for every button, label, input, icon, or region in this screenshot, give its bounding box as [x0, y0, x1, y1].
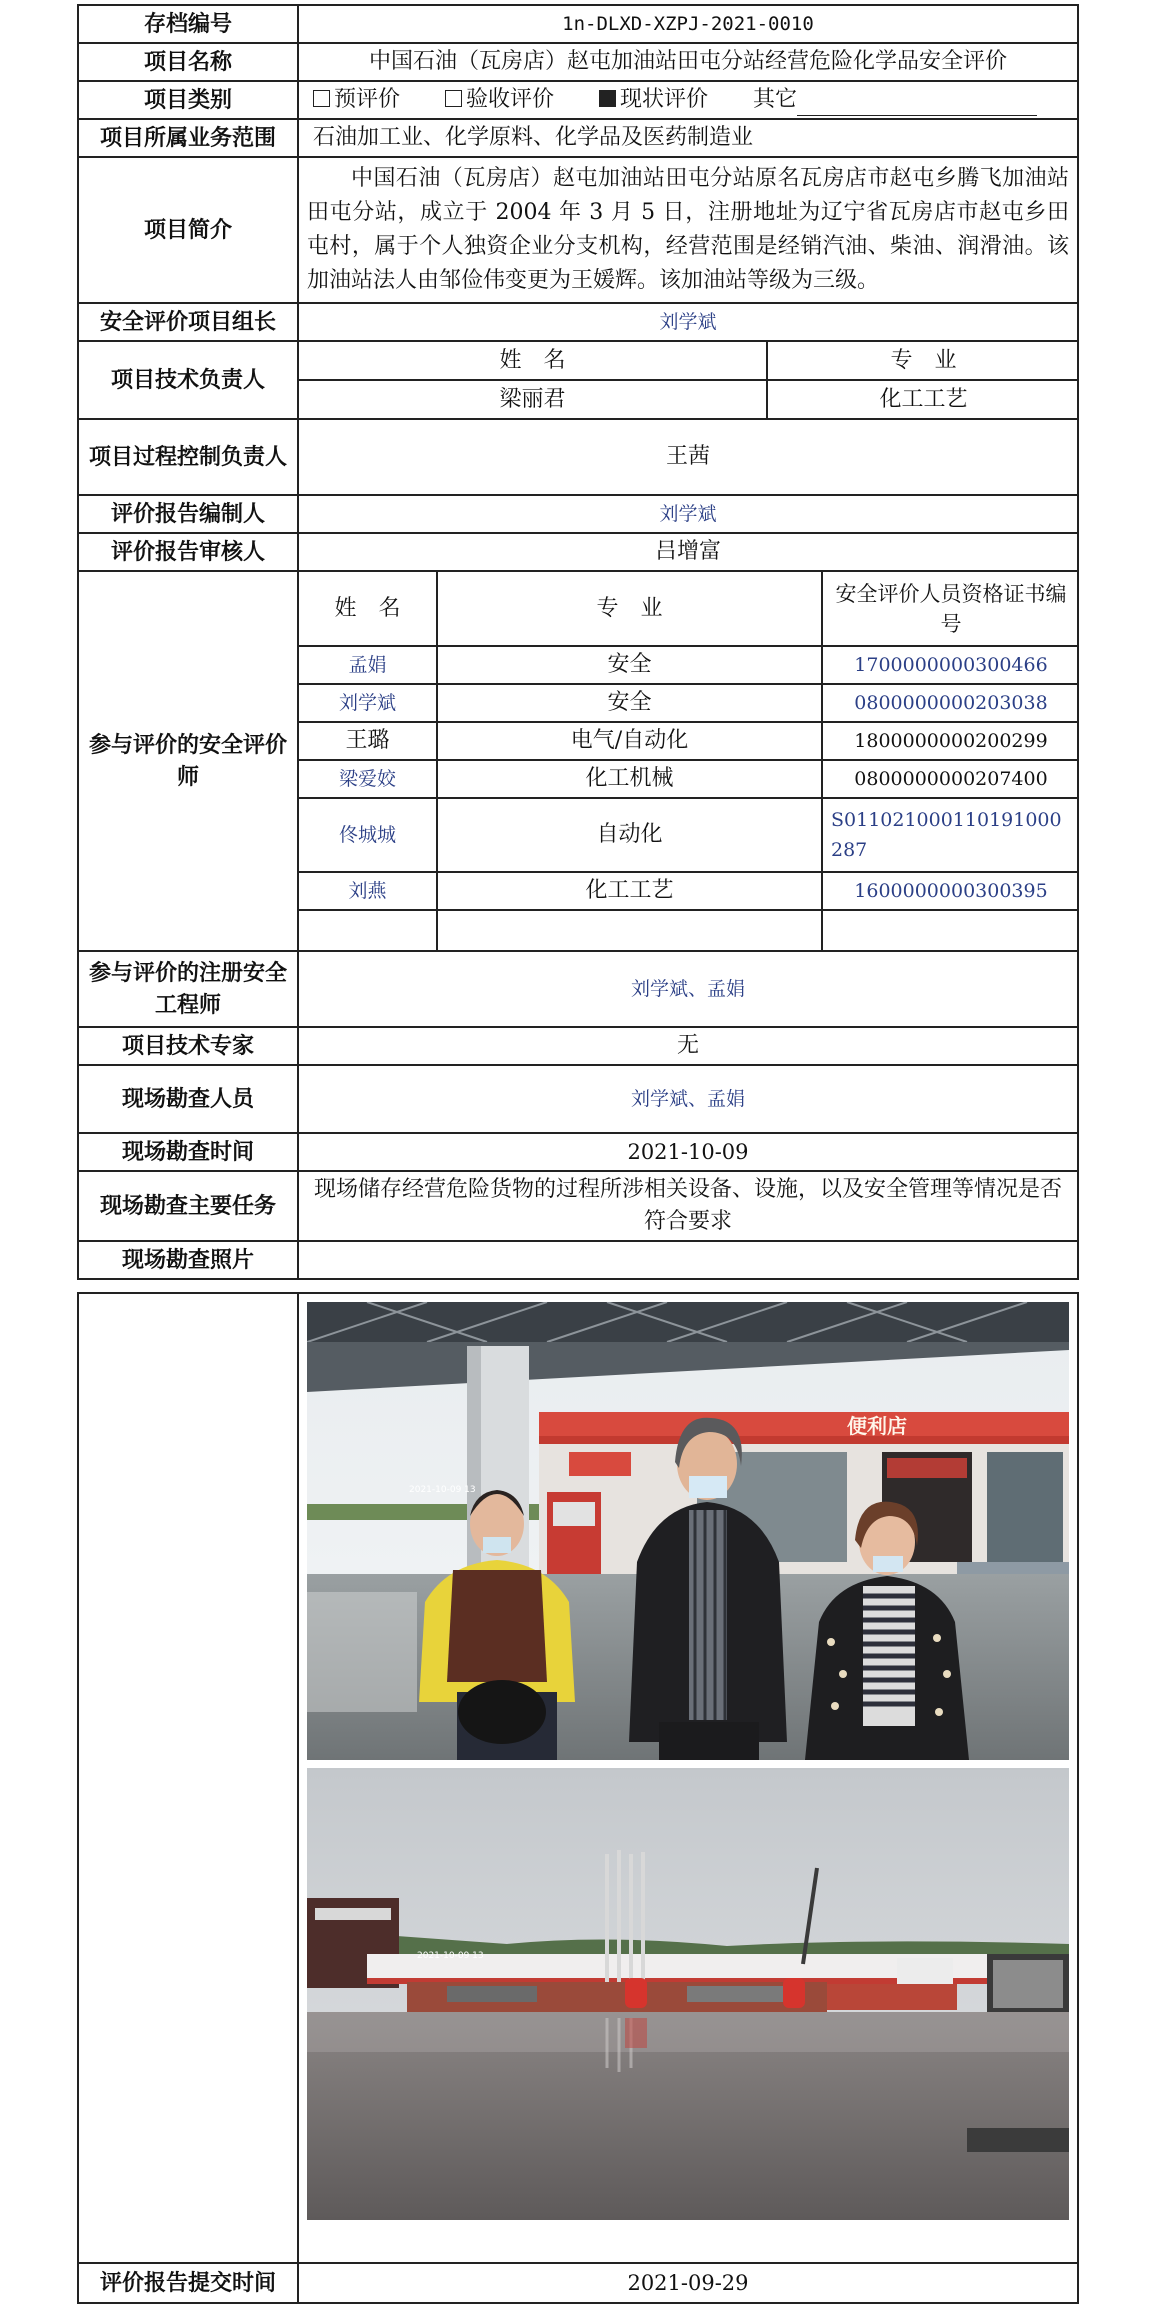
archive-label: 存档编号: [78, 5, 298, 43]
other-blank-line: [797, 93, 1037, 116]
svg-text:2021-10-09 13: 2021-10-09 13: [417, 1951, 484, 1961]
evaluation-info-table: [77, 4, 1079, 1280]
checkbox-icon: [313, 90, 330, 107]
option-pre-evaluation: 预评价: [313, 87, 400, 112]
evaluator-name: 梁爱姣: [299, 760, 437, 798]
survey-task-label: 现场勘查主要任务: [78, 1171, 298, 1241]
engineers-value: 刘学斌、孟娟: [298, 951, 1078, 1027]
evaluators-label: 参与评价的安全评价师: [78, 571, 298, 951]
survey-task-value: 现场储存经营危险货物的过程所涉相关设备、设施，以及安全管理等情况是否符合要求: [298, 1171, 1078, 1241]
reviewer-label: 评价报告审核人: [78, 533, 298, 571]
evaluator-name: 孟娟: [299, 646, 437, 684]
evaluator-name: 刘学斌: [299, 684, 437, 722]
evaluators-header-name: 姓 名: [299, 572, 437, 646]
intro-label: 项目简介: [78, 157, 298, 303]
project-type-label: 项目类别: [78, 81, 298, 119]
survey-photos-label: 现场勘查照片: [78, 1241, 298, 1279]
survey-photos-empty: [298, 1241, 1078, 1279]
evaluator-cert: 0800000000207400: [822, 760, 1078, 798]
business-scope-label: 项目所属业务范围: [78, 119, 298, 157]
evaluator-name: 王璐: [299, 722, 437, 760]
team-leader-value: 刘学斌: [298, 303, 1078, 341]
photo-container: [298, 1293, 1078, 2263]
business-scope-value: 石油加工业、化学原料、化学品及医药制造业: [298, 119, 1078, 157]
evaluators-header-major: 专 业: [437, 572, 822, 646]
tech-lead-label: 项目技术负责人: [78, 341, 298, 419]
gas-station-photo-graphic: [307, 1302, 1069, 1760]
evaluator-cert: 1600000000300395: [822, 872, 1078, 910]
survey-time-label: 现场勘查时间: [78, 1133, 298, 1171]
evaluator-cert: 1800000000200299: [822, 722, 1078, 760]
evaluator-empty-cell: [299, 910, 437, 950]
checkbox-icon: [445, 90, 462, 107]
evaluator-major: 电气/自动化: [437, 722, 822, 760]
survey-time-value: 2021-10-09: [298, 1133, 1078, 1171]
evaluator-major: 自动化: [437, 798, 822, 872]
archive-value: 1n-DLXD-XZPJ-2021-0010: [298, 5, 1078, 43]
evaluator-cert: 1700000000300466: [822, 646, 1078, 684]
evaluator-major: 化工机械: [437, 760, 822, 798]
compiler-label: 评价报告编制人: [78, 495, 298, 533]
tech-lead-col-name: 姓 名: [299, 342, 767, 380]
evaluator-cert: S011021000110191000287: [822, 798, 1078, 872]
evaluator-major: 化工工艺: [437, 872, 822, 910]
svg-text:便利店: 便利店: [847, 1414, 907, 1438]
tank-area-photo-graphic: [307, 1768, 1069, 2220]
evaluator-major: 安全: [437, 684, 822, 722]
evaluator-cert: 0800000000203038: [822, 684, 1078, 722]
evaluator-empty-cell: [822, 910, 1078, 950]
survey-staff-value: 刘学斌、孟娟: [298, 1065, 1078, 1133]
process-lead-label: 项目过程控制负责人: [78, 419, 298, 495]
experts-label: 项目技术专家: [78, 1027, 298, 1065]
survey-photo-table: [77, 1292, 1079, 2304]
evaluator-name: 佟城城: [299, 798, 437, 872]
tech-lead-subtable: [298, 341, 1078, 419]
intro-value: 中国石油（瓦房店）赵屯加油站田屯分站原名瓦房店市赵屯乡腾飞加油站田屯分站，成立于 2004 年 3 月 5 日，注册地址为辽宁省瓦房店市赵屯乡田屯村，属于个人独资企业分支机构，经营范围是经销汽油、柴油、润滑油。该加油站法人由邹俭伟变更为王媛辉。该加油站等级为三级。: [298, 157, 1078, 303]
compiler-value: 刘学斌: [298, 495, 1078, 533]
option-status-evaluation: 现状评价: [599, 87, 708, 112]
project-name-label: 项目名称: [78, 43, 298, 81]
evaluators-subtable: [298, 571, 1078, 951]
photo-label-empty: [78, 1293, 298, 2263]
project-type-options: [298, 81, 1078, 119]
checkbox-checked-icon: [599, 90, 616, 107]
option-other: 其它: [753, 87, 1037, 112]
submit-time-value: 2021-09-29: [298, 2263, 1078, 2303]
survey-photo-staff: [307, 1302, 1069, 1760]
project-name-value: 中国石油（瓦房店）赵屯加油站田屯分站经营危险化学品安全评价: [298, 43, 1078, 81]
evaluator-name: 刘燕: [299, 872, 437, 910]
submit-time-label: 评价报告提交时间: [78, 2263, 298, 2303]
survey-photo-site: [307, 1768, 1069, 2220]
svg-text:2021-10-09 13: 2021-10-09 13: [409, 1485, 476, 1495]
survey-staff-label: 现场勘查人员: [78, 1065, 298, 1133]
team-leader-label: 安全评价项目组长: [78, 303, 298, 341]
reviewer-value: 吕增富: [298, 533, 1078, 571]
evaluator-empty-cell: [437, 910, 822, 950]
tech-lead-col-major: 专 业: [767, 342, 1078, 380]
evaluator-major: 安全: [437, 646, 822, 684]
evaluators-header-cert: 安全评价人员资格证书编号: [822, 572, 1078, 646]
process-lead-value: 王茜: [298, 419, 1078, 495]
tech-lead-name: 梁丽君: [299, 380, 767, 418]
experts-value: 无: [298, 1027, 1078, 1065]
engineers-label: 参与评价的注册安全工程师: [78, 951, 298, 1027]
tech-lead-major: 化工工艺: [767, 380, 1078, 418]
option-acceptance-evaluation: 验收评价: [445, 87, 554, 112]
